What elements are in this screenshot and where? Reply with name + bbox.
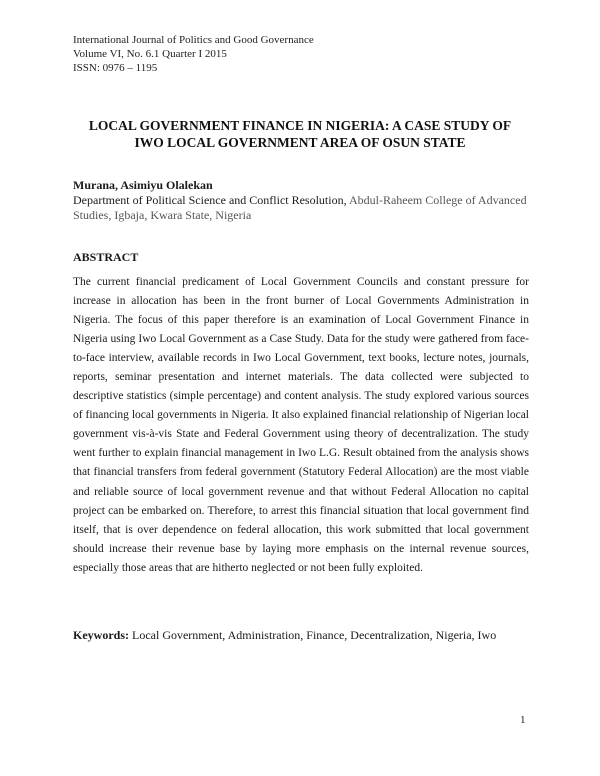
journal-name: International Journal of Politics and Good Governance <box>73 34 314 46</box>
author-name: Murana, Asimiyu Olalekan <box>73 178 213 192</box>
title-line-2: IWO LOCAL GOVERNMENT AREA OF OSUN STATE <box>134 135 466 150</box>
page-number: 1 <box>520 714 526 726</box>
journal-header <box>73 33 314 75</box>
title-line-1: LOCAL GOVERNMENT FINANCE IN NIGERIA: A CASE STUDY OF <box>88 118 512 133</box>
author-affiliation <box>73 193 533 223</box>
abstract-body: The current financial predicament of Local Government Councils and constant pressure for increase in allocation has been in the front burner of Local Governments Administration in Nigeria. The focus of this paper therefore is an examination of Local Government Finance in Nigeria using Iwo Local Government as a Case Study. Data for the study were gathered from face-to-face interview, available records in Iwo Local Government, text books, lecture notes, journals, reports, seminar presentation and internet materials. The data collected were subjected to descriptive statistics (simple percentage) and content analysis. The study explored various sources of financing local governments in Nigeria. It also explained financial relationship of Nigerian local government vis-à-vis State and Federal Government using theory of decentralization. The study went further to explain financial management in Iwo L.G. Result obtained from the analysis shows that financial transfers from federal government (Statutory Federal Allocation) are the most viable and reliable source of local government revenue and that without Federal Allocation no capital project can be embarked on. Therefore, to arrest this financial situation that local government find itself, that is over dependence on federal allocation, this work submitted that local government should increase their revenue base by laying more emphasis on the internal revenue sources, especially those areas that are hitherto neglected or not been fully exploited. <box>73 276 529 574</box>
author-block <box>73 178 533 223</box>
affiliation-college: Abdul-Raheem College of Advanced Studies, Igbaja, Kwara State, Nigeria <box>73 193 527 222</box>
keywords-label: Keywords: <box>73 628 129 642</box>
paper-title <box>60 117 540 151</box>
abstract-heading: ABSTRACT <box>73 250 139 264</box>
journal-volume: Volume VI, No. 6.1 Quarter I 2015 <box>73 48 227 60</box>
keywords-line <box>73 628 496 643</box>
keywords-list: Local Government, Administration, Finance, Decentralization, Nigeria, Iwo <box>132 628 497 642</box>
affiliation-department: Department of Political Science and Conflict Resolution, <box>73 193 347 207</box>
journal-issn: ISSN: 0976 – 1195 <box>73 62 158 74</box>
